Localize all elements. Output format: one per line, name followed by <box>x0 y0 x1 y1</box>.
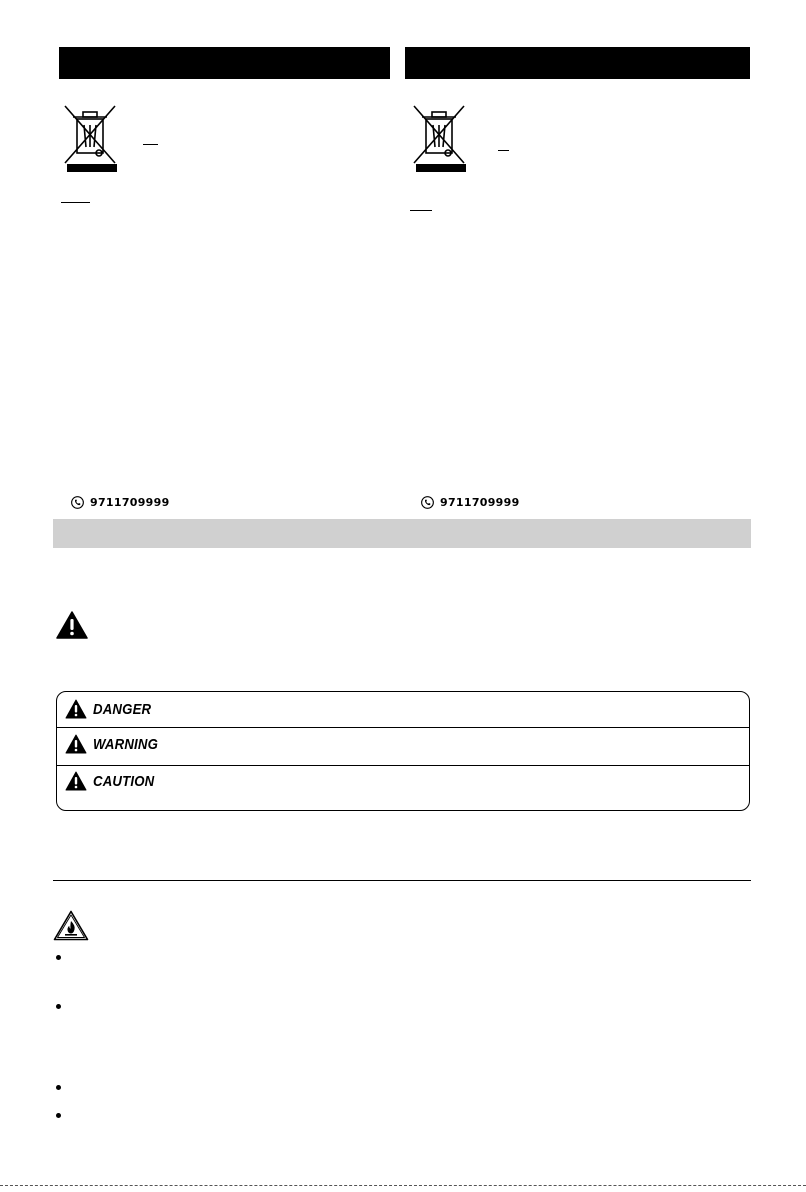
level-label: WARNING <box>93 735 159 753</box>
warning-triangle-icon <box>65 734 87 754</box>
weee-bin-icon <box>55 85 127 193</box>
phone-icon <box>71 496 84 509</box>
level-label: DANGER <box>93 700 152 718</box>
left-panel-header-bar <box>59 47 390 79</box>
safety-levels-table <box>56 691 750 811</box>
phone-number: 9711709999 <box>440 496 520 509</box>
section-divider <box>53 880 751 881</box>
left-panel-underline-1 <box>143 144 158 145</box>
left-panel-underline-2 <box>61 202 90 203</box>
right-panel-underline-1 <box>498 150 509 151</box>
phone-number: 9711709999 <box>90 496 170 509</box>
left-panel-phone <box>71 496 170 509</box>
page-footer-dashed-line <box>0 1185 806 1186</box>
right-panel-underline-2 <box>410 210 432 211</box>
weee-bin-icon <box>404 85 476 193</box>
right-panel-header-bar <box>405 47 750 79</box>
section-header-band <box>53 519 751 548</box>
level-label: CAUTION <box>93 772 155 790</box>
right-panel-phone <box>421 496 520 509</box>
warning-triangle-icon <box>65 771 87 791</box>
bullet <box>56 1004 61 1009</box>
bullet <box>56 955 61 960</box>
bullet <box>56 1113 61 1118</box>
phone-icon <box>421 496 434 509</box>
level-row-warning <box>57 728 749 760</box>
level-row-danger <box>57 694 749 724</box>
level-row-caution <box>57 766 749 796</box>
warning-triangle-icon <box>65 699 87 719</box>
warning-triangle-icon <box>56 611 88 639</box>
bullet <box>56 1085 61 1090</box>
flammable-warning-icon <box>53 910 89 941</box>
